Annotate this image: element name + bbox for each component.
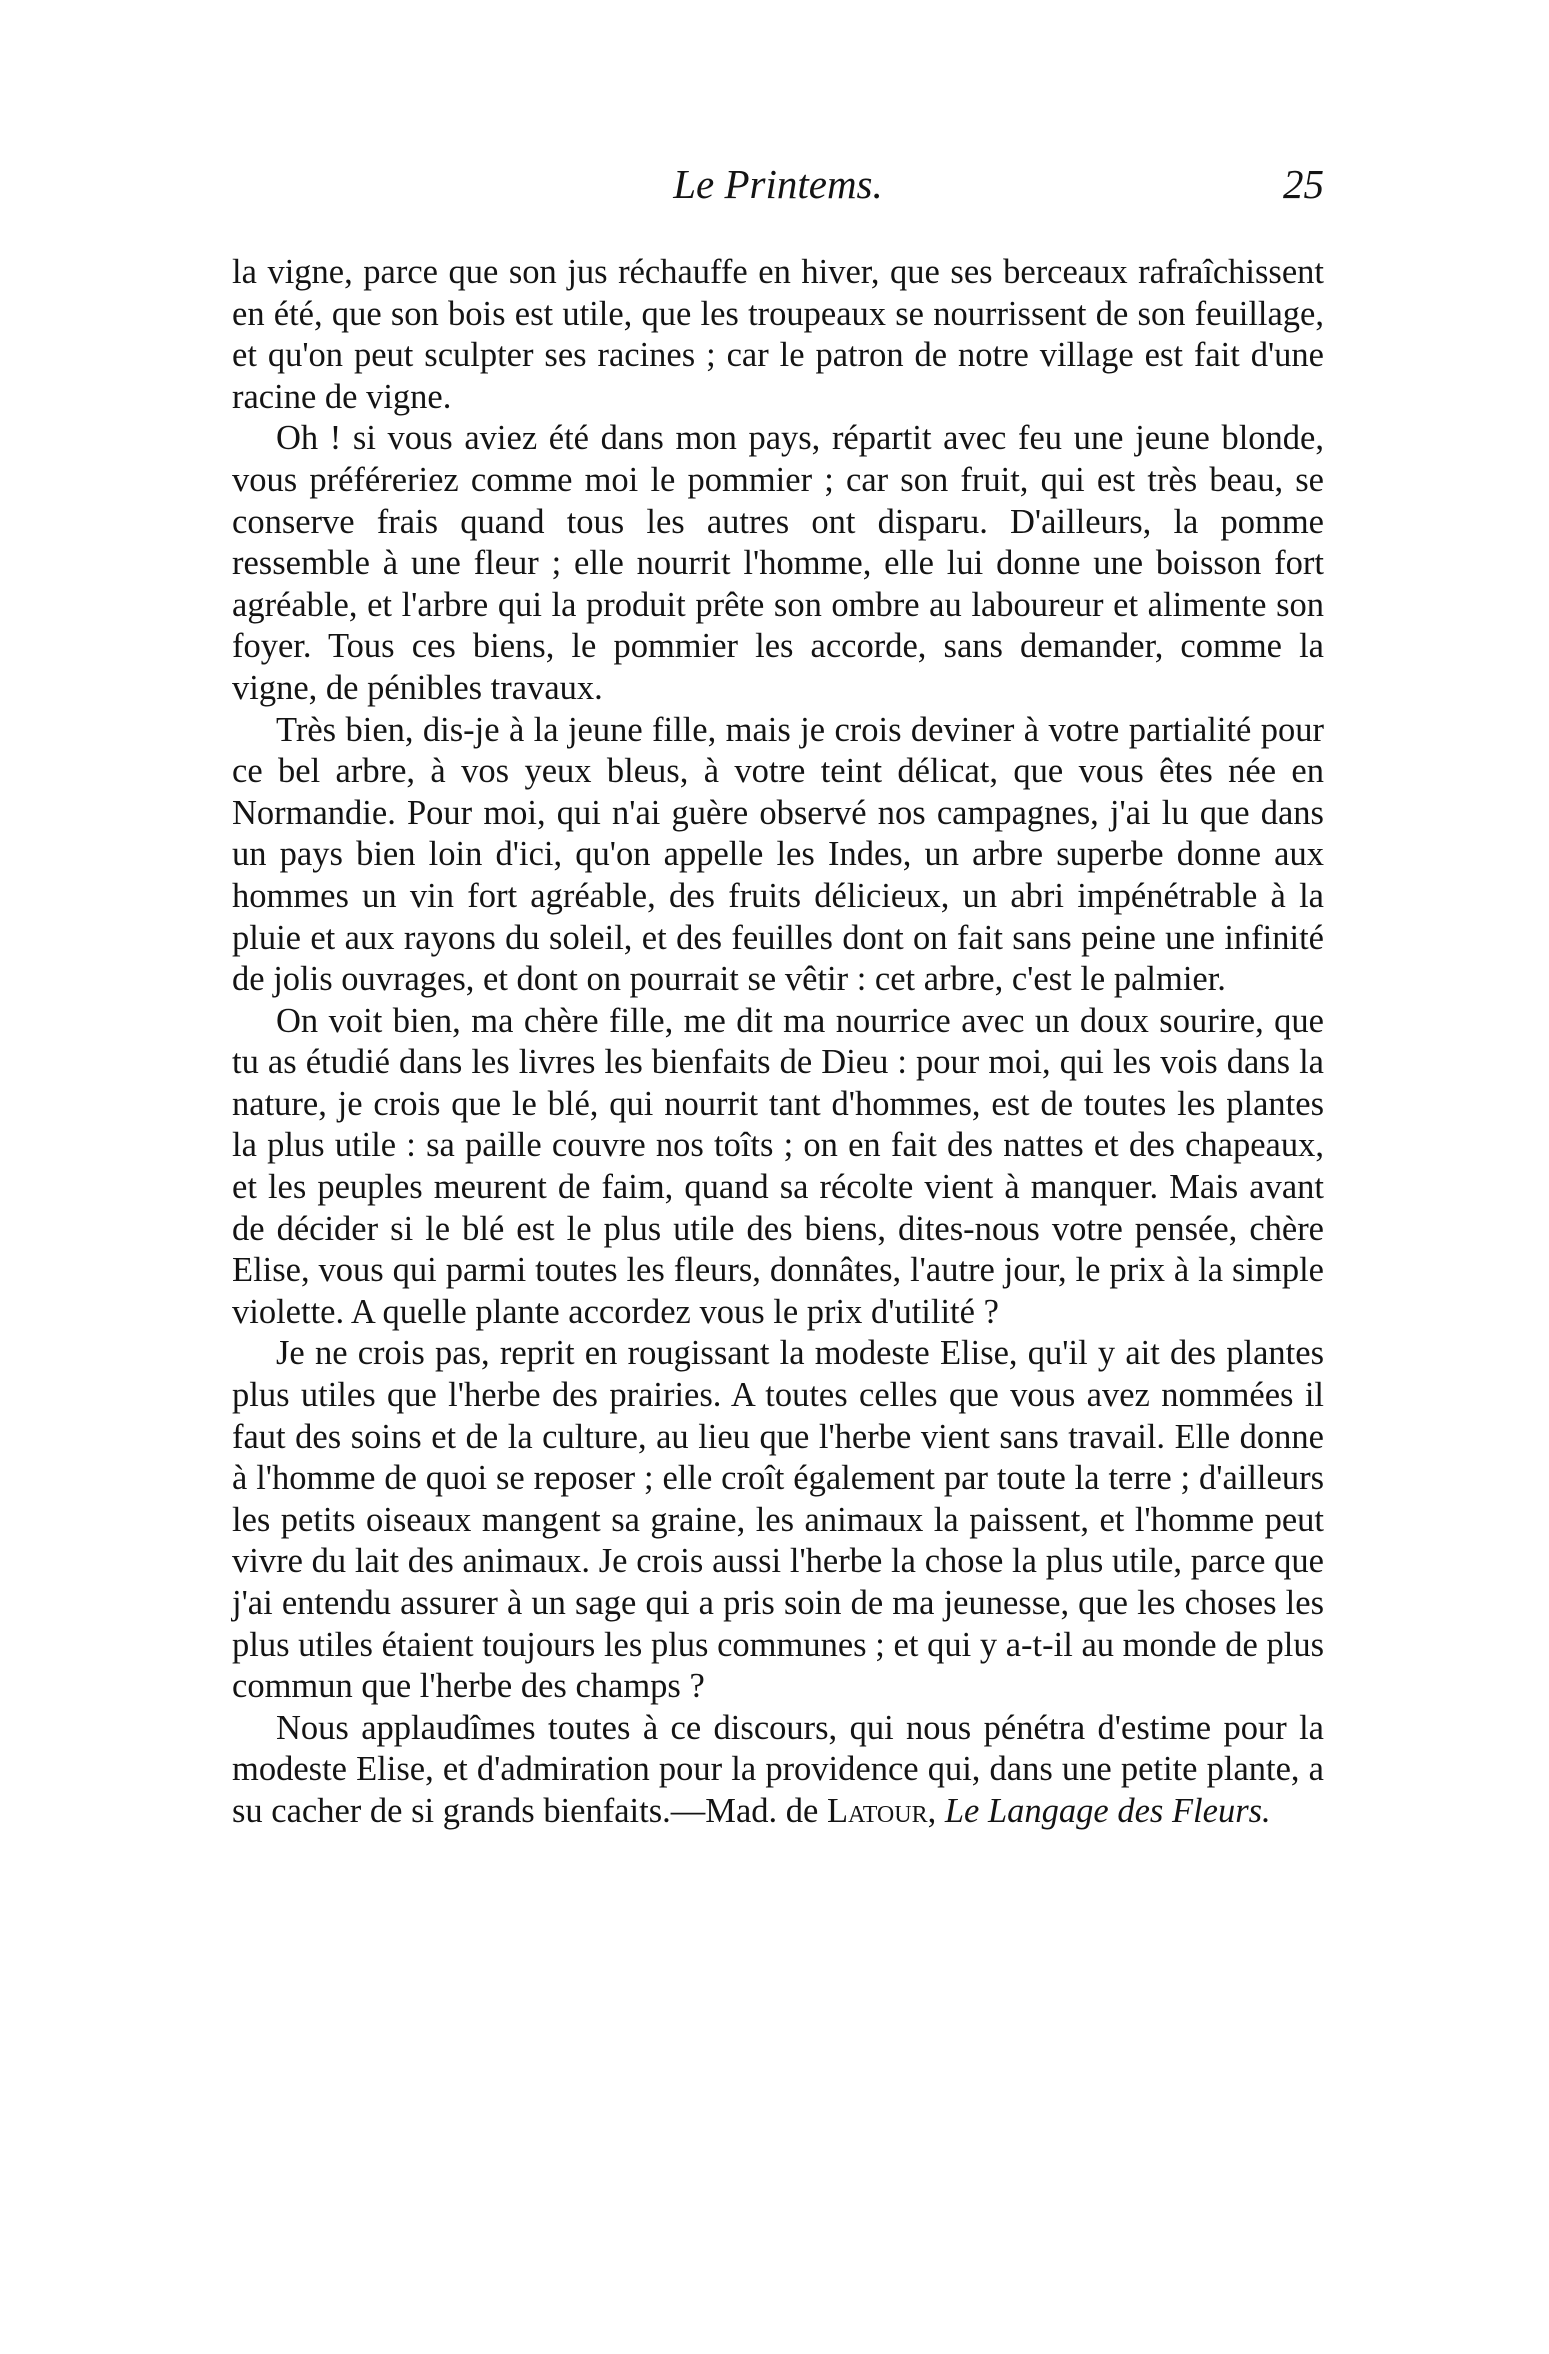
- attribution-separator: ,: [927, 1791, 937, 1830]
- paragraph-ble: On voit bien, ma chère fille, me dit ma nourrice avec un doux sourire, que tu as étudié dans les livres les bienfaits de Dieu : pour moi, qui les vois dans la nature, je crois que le blé, qui nourrit tant d'hommes, est de toutes les plantes la plus utile : sa paille couvre nos toîts ; on en fait des nattes et des chapeaux, et les peuples meurent de faim, quand sa récolte vient à manquer. Mais avant de décider si le blé est le plus utile des biens, dites-nous votre pensée, chère Elise, vous qui parmi toutes les fleurs, donnâtes, l'autre jour, le prix à la simple violette. A quelle plante accordez vous le prix d'utilité ?: [232, 1001, 1324, 1331]
- paragraph-pommier: Oh ! si vous aviez été dans mon pays, répartit avec feu une jeune blonde, vous préféreriez comme moi le pommier ; car son fruit, qui est très beau, se conserve frais quand tous les autres ont disparu. D'ailleurs, la pomme ressemble à une fleur ; elle nourrit l'homme, elle lui donne une boisson fort agréable, et l'arbre qui la produit prête son ombre au laboureur et alimente son foyer. Tous ces biens, le pommier les accorde, sans demander, comme la vigne, de pénibles travaux.: [232, 419, 1324, 707]
- paragraph-herbe: Je ne crois pas, reprit en rougissant la modeste Elise, qu'il y ait des plantes plus utiles que l'herbe des prairies. A toutes celles que vous avez nommées il faut des soins et de la culture, au lieu que l'herbe vient sans travail. Elle donne à l'homme de quoi se reposer ; elle croît également par toute la terre ; d'ailleurs les petits oiseaux mangent sa graine, les animaux la paissent, et l'homme peut vivre du lait des animaux. Je crois aussi l'herbe la chose la plus utile, parce que j'ai entendu assurer à un sage qui a pris soin de ma jeunesse, que les choses les plus utiles étaient toujours les plus communes ; et qui y a-t-il au monde de plus commun que l'herbe des champs ?: [232, 1334, 1324, 1706]
- paragraph-continued: la vigne, parce que son jus réchauffe en hiver, que ses berceaux rafraîchissent en été, que son bois est utile, que les troupeaux se nourrissent de son feuillage, et qu'on peut sculpter ses racines ; car le patron de notre village est fait d'une racine de vigne.: [232, 253, 1324, 416]
- running-title: Le Printems.: [673, 161, 883, 207]
- paragraph-conclusion: [232, 1708, 1324, 1833]
- conclusion-text: Nous applaudîmes toutes à ce discours, qui nous pénétra d'estime pour la modeste Elise, et d'admiration pour la providence qui, dans une petite plante, a su cacher de si grands bienfaits.—Mad. de: [232, 1708, 1324, 1830]
- attribution-work: Le Langage des Fleurs.: [944, 1791, 1271, 1830]
- page-number: 25: [1283, 161, 1324, 207]
- paragraph-palmier: Très bien, dis-je à la jeune fille, mais je crois deviner à votre partialité pour ce bel arbre, à vos yeux bleus, à votre teint délicat, que vous êtes née en Normandie. Pour moi, qui n'ai guère observé nos campagnes, j'ai lu que dans un pays bien loin d'ici, qu'on appelle les Indes, un arbre superbe donne aux hommes un vin fort agréable, des fruits délicieux, un abri impénétrable à la pluie et aux rayons du soleil, et des feuilles dont on fait sans peine une infinité de jolis ouvrages, et dont on pourrait se vêtir : cet arbre, c'est le palmier.: [232, 710, 1324, 999]
- attribution-author: Latour: [826, 1791, 928, 1830]
- body-text: [232, 252, 1324, 1833]
- page-header: [232, 160, 1324, 220]
